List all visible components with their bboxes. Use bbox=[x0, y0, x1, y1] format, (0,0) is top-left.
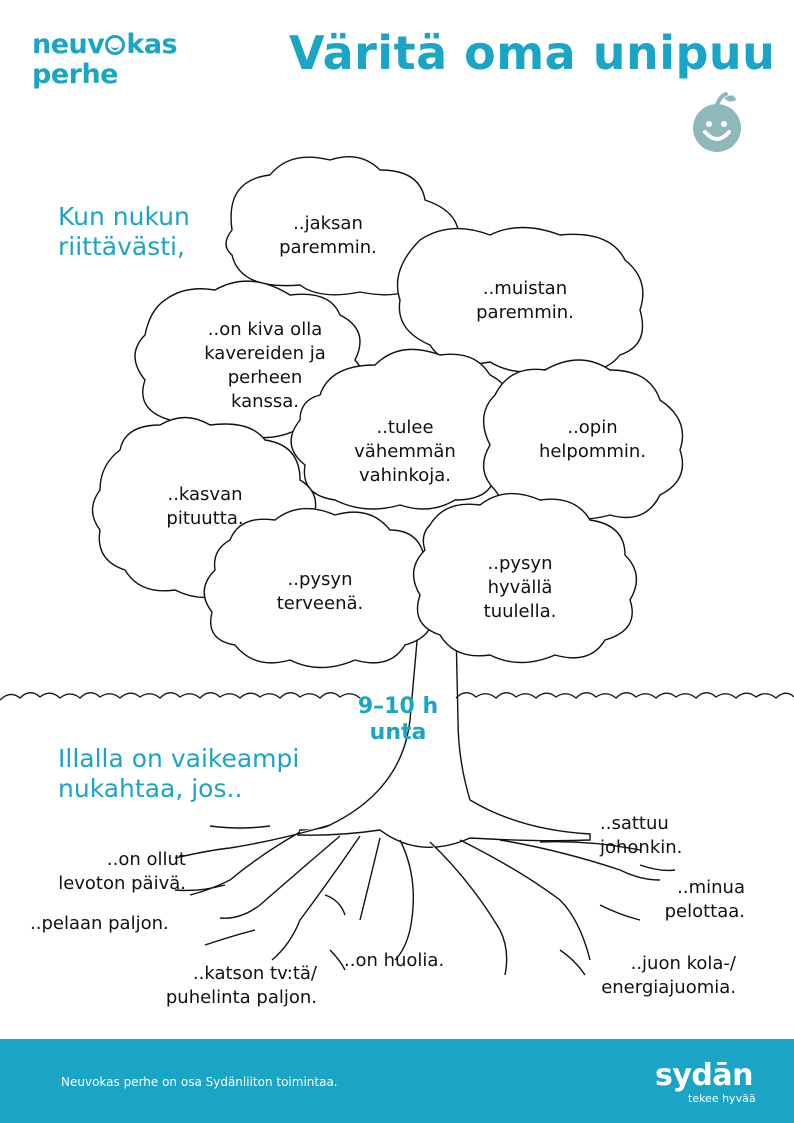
cloud-text-line: vahinkoja. bbox=[358, 465, 452, 486]
root-text-line: ..sattuu bbox=[600, 813, 669, 834]
root-sattuu bbox=[600, 812, 682, 860]
cloud-text-line: ..pysyn bbox=[287, 569, 353, 590]
cloud-text-line: pituutta. bbox=[166, 508, 244, 529]
root-huolia bbox=[344, 949, 444, 973]
root-text-line: ..juon kola-/ bbox=[630, 953, 736, 974]
cloud-opin bbox=[520, 416, 665, 464]
sydan-tagline: tekee hyvää bbox=[688, 1092, 756, 1105]
footer-text: Neuvokas perhe on osa Sydänliiton toimintaa. bbox=[61, 1075, 338, 1089]
root-text-line: puhelinta paljon. bbox=[165, 987, 317, 1008]
root-text-line: energiajuomia. bbox=[601, 977, 736, 998]
logo-text-post: kas bbox=[126, 29, 178, 60]
cloud-text-line: kavereiden ja bbox=[204, 343, 326, 364]
cloud-text-line: vähemmän bbox=[354, 441, 456, 462]
cloud-jaksan bbox=[268, 212, 388, 260]
intro-heading-line-1: Kun nukun bbox=[58, 202, 190, 231]
cloud-vahinkoja bbox=[335, 416, 475, 488]
root-text-line: pelottaa. bbox=[664, 901, 745, 922]
cloud-text-line: ..kasvan bbox=[167, 484, 243, 505]
hours-line-1: 9–10 h bbox=[357, 694, 439, 719]
page-title: Väritä oma unipuu bbox=[289, 26, 776, 80]
cloud-text-line: ..opin bbox=[567, 417, 618, 438]
root-pelaan bbox=[30, 912, 169, 936]
cloud-text-line: terveenä. bbox=[276, 593, 364, 614]
cloud-kasvan bbox=[140, 483, 270, 531]
cloud-muistan bbox=[460, 277, 590, 325]
cloud-kiva-olla bbox=[180, 318, 350, 414]
cloud-text-line: tuulella. bbox=[483, 601, 557, 622]
evening-heading-line-1: Illalla on vaikeampi bbox=[58, 744, 300, 773]
root-text-line: ..katson tv:tä/ bbox=[192, 963, 317, 984]
intro-heading-line-2: riittävästi, bbox=[58, 232, 185, 261]
root-text-line: ..on huolia. bbox=[344, 950, 445, 971]
root-text-line: ..minua bbox=[677, 877, 745, 898]
hours-line-2: unta bbox=[369, 720, 427, 745]
root-pelottaa bbox=[645, 876, 745, 924]
cloud-text-line: paremmin. bbox=[279, 237, 377, 258]
root-text-line: ..on ollut bbox=[106, 849, 186, 870]
intro-heading bbox=[58, 202, 190, 262]
root-text-line: levoton päivä. bbox=[58, 873, 186, 894]
cloud-text-line: helpommin. bbox=[538, 441, 647, 462]
cloud-text-line: ..pysyn bbox=[487, 553, 553, 574]
root-energiajuomia bbox=[576, 952, 736, 1000]
cloud-text-line: perheen bbox=[227, 367, 303, 388]
logo-text-pre: neuv bbox=[32, 29, 105, 60]
evening-heading-line-2: nukahtaa, jos.. bbox=[58, 774, 243, 803]
root-katson bbox=[137, 962, 317, 1010]
cloud-text-line: ..muistan bbox=[482, 278, 568, 299]
cloud-text-line: ..on kiva olla bbox=[207, 319, 323, 340]
sydan-logo: sydān bbox=[655, 1058, 753, 1093]
sleep-hours-label bbox=[348, 694, 448, 746]
cloud-text-line: ..tulee bbox=[376, 417, 434, 438]
cloud-text-line: paremmin. bbox=[476, 302, 574, 323]
root-text-line: ..pelaan paljon. bbox=[30, 913, 169, 934]
cloud-text-line: ..jaksan bbox=[293, 213, 363, 234]
root-levoton-paiva bbox=[36, 848, 186, 896]
cloud-tuulella bbox=[460, 552, 580, 624]
cloud-text-line: hyvällä bbox=[487, 577, 553, 598]
cloud-terveena bbox=[255, 568, 385, 616]
evening-heading bbox=[58, 744, 299, 804]
logo-line-2: perhe bbox=[32, 59, 118, 90]
root-text-line: johonkin. bbox=[600, 837, 683, 858]
cloud-text-line: kanssa. bbox=[230, 391, 300, 412]
